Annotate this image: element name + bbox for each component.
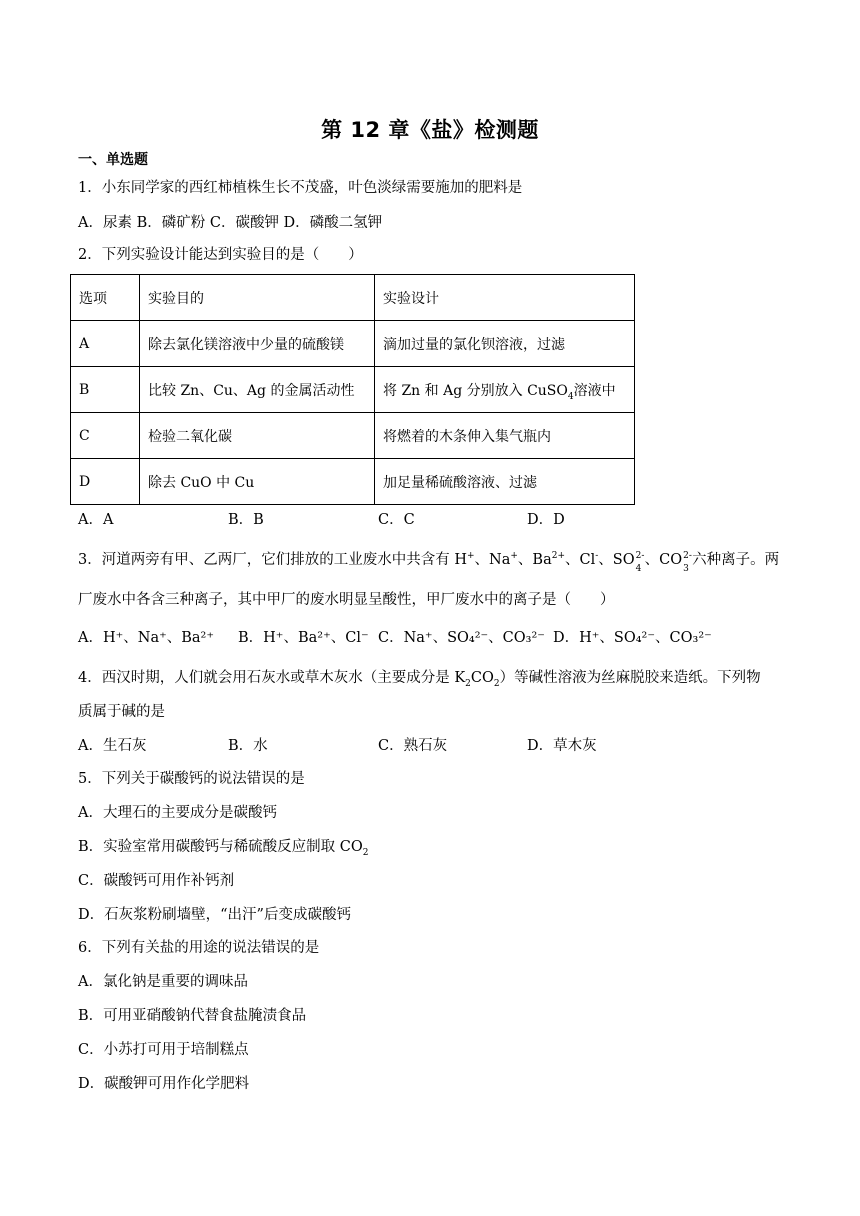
table-cell: 滴加过量的氯化钡溶液，过滤 [375,321,635,367]
q3-stem: 3．河道两旁有甲、乙两厂，它们排放的工业废水中共含有 H+、Na+、$Ba^{2+}$、Cl-、SO 2- 4 、CO 2- 3 六种离子。两 [78,551,780,574]
option-d: D．H⁺、SO₄²⁻、CO₃²⁻ [553,630,712,646]
page-title: 第 12 章《盐》检测题 [321,118,539,142]
q2-table [70,274,635,505]
q4-stem: 4．西汉时期，人们就会用石灰水或草木灰水（主要成分是 $K_2CO_2$）等碱性溶液为丝麻脱胶来造纸。下列物 [78,670,761,689]
q2-stem: 2．下列实验设计能达到实验目的是（ ） [78,247,363,263]
option-b: B．水 [228,738,268,754]
table-cell: C [71,413,140,459]
q3-line2: 厂废水中各含三种离子，其中甲厂的废水明显呈酸性，甲厂废水中的离子是（ ） [78,592,615,608]
q5-option-d: D．石灰浆粉刷墙壁，“出汗”后变成碳酸钙 [78,907,351,923]
table-cell: D [71,459,140,505]
option-a: A．生石灰 [78,738,147,754]
q6-option-d: D．碳酸钾可用作化学肥料 [78,1076,250,1092]
option-b: B．H⁺、Ba²⁺、Cl⁻ [238,630,369,646]
q6-option-b: B．可用亚硝酸钠代替食盐腌渍食品 [78,1008,307,1024]
table-cell: 将燃着的木条伸入集气瓶内 [375,413,635,459]
table-header: 选项 [71,275,140,321]
table-cell: B [71,367,140,413]
q6-stem: 6．下列有关盐的用途的说法错误的是 [78,940,320,956]
table-row [71,275,635,321]
option-c: C．Na⁺、SO₄²⁻、CO₃²⁻ [378,630,545,646]
q6-option-c: C．小苏打可用于培制糕点 [78,1042,249,1058]
q5-option-a: A．大理石的主要成分是碳酸钙 [78,805,277,821]
table-row [71,367,635,413]
table-cell: 除去氯化镁溶液中少量的硫酸镁 [140,321,375,367]
table-cell: 将 Zn 和 Ag 分别放入 CuSO$_4$溶液中 [375,367,635,413]
table-cell: 加足量稀硫酸溶液、过滤 [375,459,635,505]
option-a: A．H⁺、Na⁺、Ba²⁺ [78,630,215,646]
section-heading: 一、单选题 [78,152,148,168]
table-header: 实验设计 [375,275,635,321]
table-header: 实验目的 [140,275,375,321]
table-cell: 比较 Zn、Cu、Ag 的金属活动性 [140,367,375,413]
table-cell: 检验二氧化碳 [140,413,375,459]
table-cell: 除去 CuO 中 Cu [140,459,375,505]
q4-line2: 质属于碱的是 [78,704,165,720]
q6-option-a: A．氯化钠是重要的调味品 [78,974,248,990]
table-row [71,321,635,367]
option-c: C．C [378,512,415,528]
q5-option-b: B．实验室常用碳酸钙与稀硫酸反应制取 $CO_2$ [78,839,369,858]
table-cell: A [71,321,140,367]
option-b: B．B [228,512,264,528]
option-d: D．草木灰 [527,738,597,754]
option-d: D．D [527,512,565,528]
q5-stem: 5．下列关于碳酸钙的说法错误的是 [78,771,305,787]
table-row [71,413,635,459]
q1-stem: 1．小东同学家的西红柿植株生长不茂盛，叶色淡绿需要施加的肥料是 [78,180,523,196]
q1-options: A．尿素 B．磷矿粉 C．碳酸钾 D．磷酸二氢钾 [78,215,383,231]
option-a: A．A [78,512,114,528]
table-row [71,459,635,505]
option-c: C．熟石灰 [378,738,448,754]
q5-option-c: C．碳酸钙可用作补钙剂 [78,873,235,889]
